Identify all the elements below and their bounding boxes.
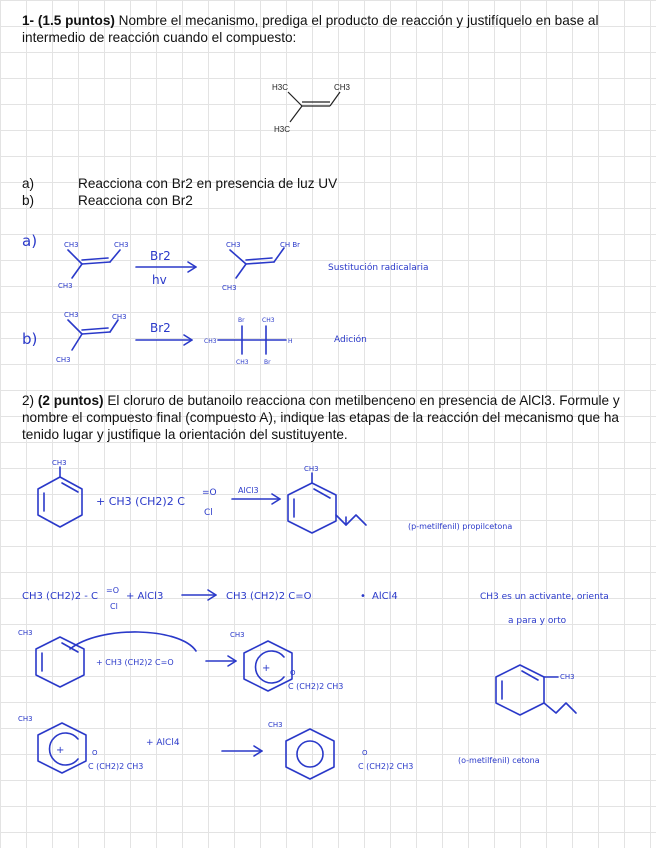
answer-b-br-top: Br [238, 317, 245, 324]
final-ring [268, 721, 334, 779]
answer-b-prod-ch3-left: CH3 [204, 338, 217, 345]
answer-a-product-ch3-1: CH3 [226, 241, 241, 249]
sigma-1-o: O [290, 669, 296, 677]
sigma-1-plus: + [262, 663, 271, 674]
answer-b-note: Adición [334, 335, 367, 345]
answer-b-reactant [56, 311, 127, 364]
question-2 [22, 392, 632, 443]
question-1-text: Nombre el mecanismo, prediga el producto de reacción y justifíquelo en base al intermedio de reacción cuando el compuesto: [22, 13, 599, 45]
scheme-2 [0, 455, 656, 848]
answer-a-ch3-1: CH3 [64, 241, 79, 249]
question-2-points: (2 puntos) [37, 393, 104, 408]
final-o: O [362, 749, 368, 757]
step1-o: =O [106, 586, 119, 595]
answer-b [0, 306, 656, 376]
product-para-ch3: CH3 [304, 465, 319, 473]
orientation-note-1: CH3 es un activante, orienta [480, 592, 609, 602]
sigma-2-chain: C (CH2)2 CH3 [88, 762, 144, 771]
answer-a-product-ch3-2: CH3 [222, 284, 237, 292]
step1-plus: + AlCl3 [126, 591, 164, 602]
option-a-label: a) [22, 176, 35, 191]
step1-ion: AlCl4 [372, 591, 398, 602]
answer-a [0, 222, 656, 302]
answer-b-br-bottom: Br [264, 359, 271, 366]
answer-b-prod-ch3-bottom: CH3 [236, 359, 249, 366]
sigma-complex-2 [18, 715, 86, 773]
question-2-text: El cloruro de butanoilo reacciona con metilbenceno en presencia de AlCl3. Formule y nombre el compuesto final (compuesto A), indique las etapas de la reacción del mecanismo que ha tenido lugar y justifique la orientación del sustituyente. [22, 393, 620, 442]
answer-b-ch3-2: CH3 [112, 313, 127, 321]
answer-a-reagent-top: Br2 [150, 249, 171, 263]
catalyst: AlCl3 [238, 486, 259, 495]
step1-cl: Cl [110, 602, 118, 611]
answer-b-reagent: Br2 [150, 321, 171, 335]
answer-b-prod-ch3-top: CH3 [262, 317, 275, 324]
sigma-complex-1 [230, 631, 292, 691]
answer-a-reagent-bottom: hv [152, 273, 167, 287]
sigma-1-ch3: CH3 [230, 631, 245, 639]
toluene-ring-1 [38, 459, 82, 527]
sigma-2-ch3: CH3 [18, 715, 33, 723]
answer-a-reactant [58, 241, 129, 290]
question-1 [22, 12, 632, 46]
question-2-number: 2) [22, 393, 35, 408]
toluene-ring-2 [18, 629, 84, 687]
product-ortho-name: (o-metilfenil) cetona [458, 756, 540, 765]
answer-a-label: a) [22, 232, 38, 250]
sigma-2-plus: + [56, 745, 65, 756]
molecule-label-ch3: CH3 [334, 83, 351, 92]
step1-dot: • [360, 591, 366, 602]
answer-a-note: Sustitución radicalaria [328, 263, 429, 273]
option-b [22, 192, 193, 209]
product-para-ring [288, 465, 366, 533]
question-1-number: 1- [22, 13, 35, 28]
molecule-label-h3c-bottom: H3C [274, 125, 291, 134]
product-ortho-ch3: CH3 [560, 673, 575, 681]
sigma-1-chain: C (CH2)2 CH3 [288, 682, 344, 691]
step1-right: CH3 (CH2)2 C=O [226, 591, 312, 602]
question-1-points: (1.5 puntos) [37, 13, 115, 28]
option-b-text: Reacciona con Br2 [78, 193, 193, 208]
answer-b-ch3-3: CH3 [56, 356, 71, 364]
answer-a-ch3-3: CH3 [58, 282, 73, 290]
orientation-note-2: a para y orto [508, 616, 567, 626]
product-ortho-ring [496, 665, 576, 715]
reactant-chain: + CH3 (CH2)2 C [96, 495, 185, 508]
option-b-label: b) [22, 193, 35, 208]
last-plus: + AlCl4 [146, 738, 180, 748]
product-para-name: (p-metilfenil) propilcetona [408, 522, 513, 531]
answer-b-label: b) [22, 330, 38, 348]
molecule-label-h3c-top: H3C [272, 83, 289, 92]
answer-a-product-sub: CH Br [280, 241, 301, 249]
final-chain: C (CH2)2 CH3 [358, 762, 414, 771]
option-a [22, 175, 337, 192]
toluene-ch3-2: CH3 [18, 629, 33, 637]
attack-curved-arrow [70, 632, 196, 651]
answer-b-product [204, 317, 293, 366]
alkene-molecule [270, 78, 370, 138]
reactant-cl: Cl [204, 508, 213, 518]
step1-left: CH3 (CH2)2 - C [22, 591, 99, 602]
option-a-text: Reacciona con Br2 en presencia de luz UV [78, 176, 338, 191]
reactant-o: =O [202, 488, 217, 498]
answer-b-h: H [288, 338, 293, 345]
final-ch3: CH3 [268, 721, 283, 729]
acylium-label: + CH3 (CH2)2 C=O [96, 658, 174, 667]
sigma-2-o: O [92, 749, 98, 757]
answer-a-product [222, 241, 300, 292]
answer-a-ch3-2: CH3 [114, 241, 129, 249]
toluene-ch3-1: CH3 [52, 459, 67, 467]
answer-b-ch3-1: CH3 [64, 311, 79, 319]
